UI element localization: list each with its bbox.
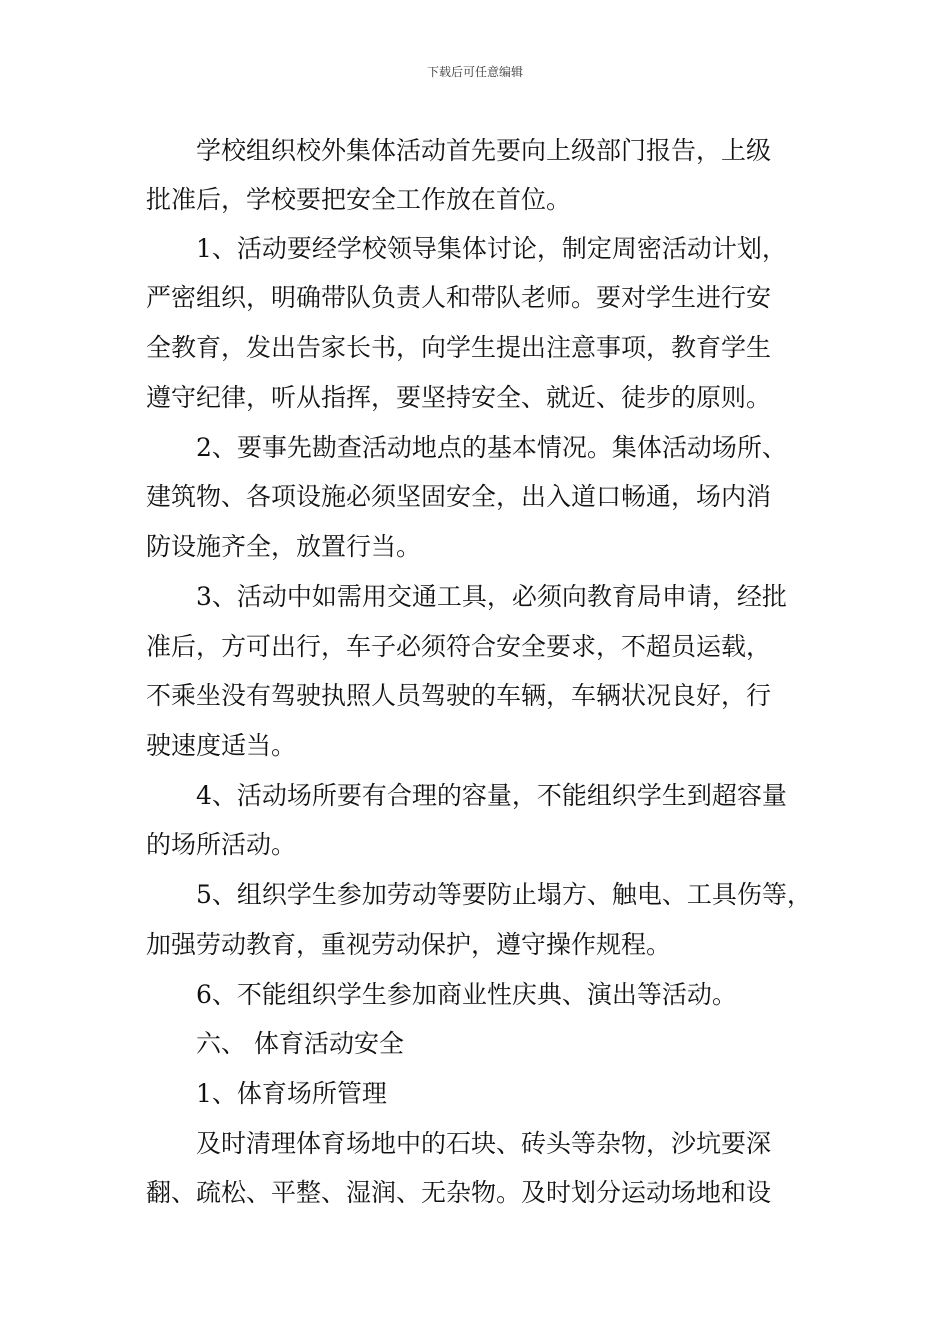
paragraph-line: 驶速度适当。 <box>146 731 297 760</box>
paragraph-line: 翻、疏松、平整、湿润、无杂物。及时划分运动场地和设 <box>146 1178 772 1207</box>
paragraph-line: 3、活动中如需用交通工具，必须向教育局申请，经批 <box>196 582 787 611</box>
paragraph-line: 批准后，学校要把安全工作放在首位。 <box>146 185 572 214</box>
paragraph-line: 建筑物、各项设施必须坚固安全，出入道口畅通，场内消 <box>146 482 772 511</box>
paragraph-line: 加强劳动教育，重视劳动保护，遵守操作规程。 <box>146 930 672 959</box>
paragraph-line: 遵守纪律，听从指挥，要坚持安全、就近、徒步的原则。 <box>146 383 772 412</box>
paragraph-line: 准后，方可出行，车子必须符合安全要求，不超员运载， <box>146 632 772 661</box>
paragraph-line: 全教育，发出告家长书，向学生提出注意事项，教育学生 <box>146 333 772 362</box>
paragraph-line: 4、活动场所要有合理的容量，不能组织学生到超容量 <box>196 781 787 810</box>
paragraph-line: 2、要事先勘查活动地点的基本情况。集体活动场所、 <box>196 433 787 462</box>
paragraph-line: 的场所活动。 <box>146 830 297 859</box>
paragraph-line: 不乘坐没有驾驶执照人员驾驶的车辆，车辆状况良好，行 <box>146 681 772 710</box>
section-heading: 六、 体育活动安全 <box>196 1029 404 1058</box>
paragraph-line: 5、组织学生参加劳动等要防止塌方、触电、工具伤等， <box>196 880 812 909</box>
paragraph-line: 学校组织校外集体活动首先要向上级部门报告，上级 <box>196 136 772 165</box>
paragraph-line: 6、不能组织学生参加商业性庆典、演出等活动。 <box>196 980 737 1009</box>
paragraph-line: 防设施齐全，放置行当。 <box>146 532 422 561</box>
paragraph-line: 及时清理体育场地中的石块、砖头等杂物，沙坑要深 <box>196 1129 772 1158</box>
paragraph-line: 1、活动要经学校领导集体讨论，制定周密活动计划， <box>196 234 787 263</box>
paragraph-line: 严密组织，明确带队负责人和带队老师。要对学生进行安 <box>146 283 772 312</box>
page-header: 下载后可任意编辑 <box>426 65 523 79</box>
subsection-heading: 1、体育场所管理 <box>196 1079 387 1108</box>
